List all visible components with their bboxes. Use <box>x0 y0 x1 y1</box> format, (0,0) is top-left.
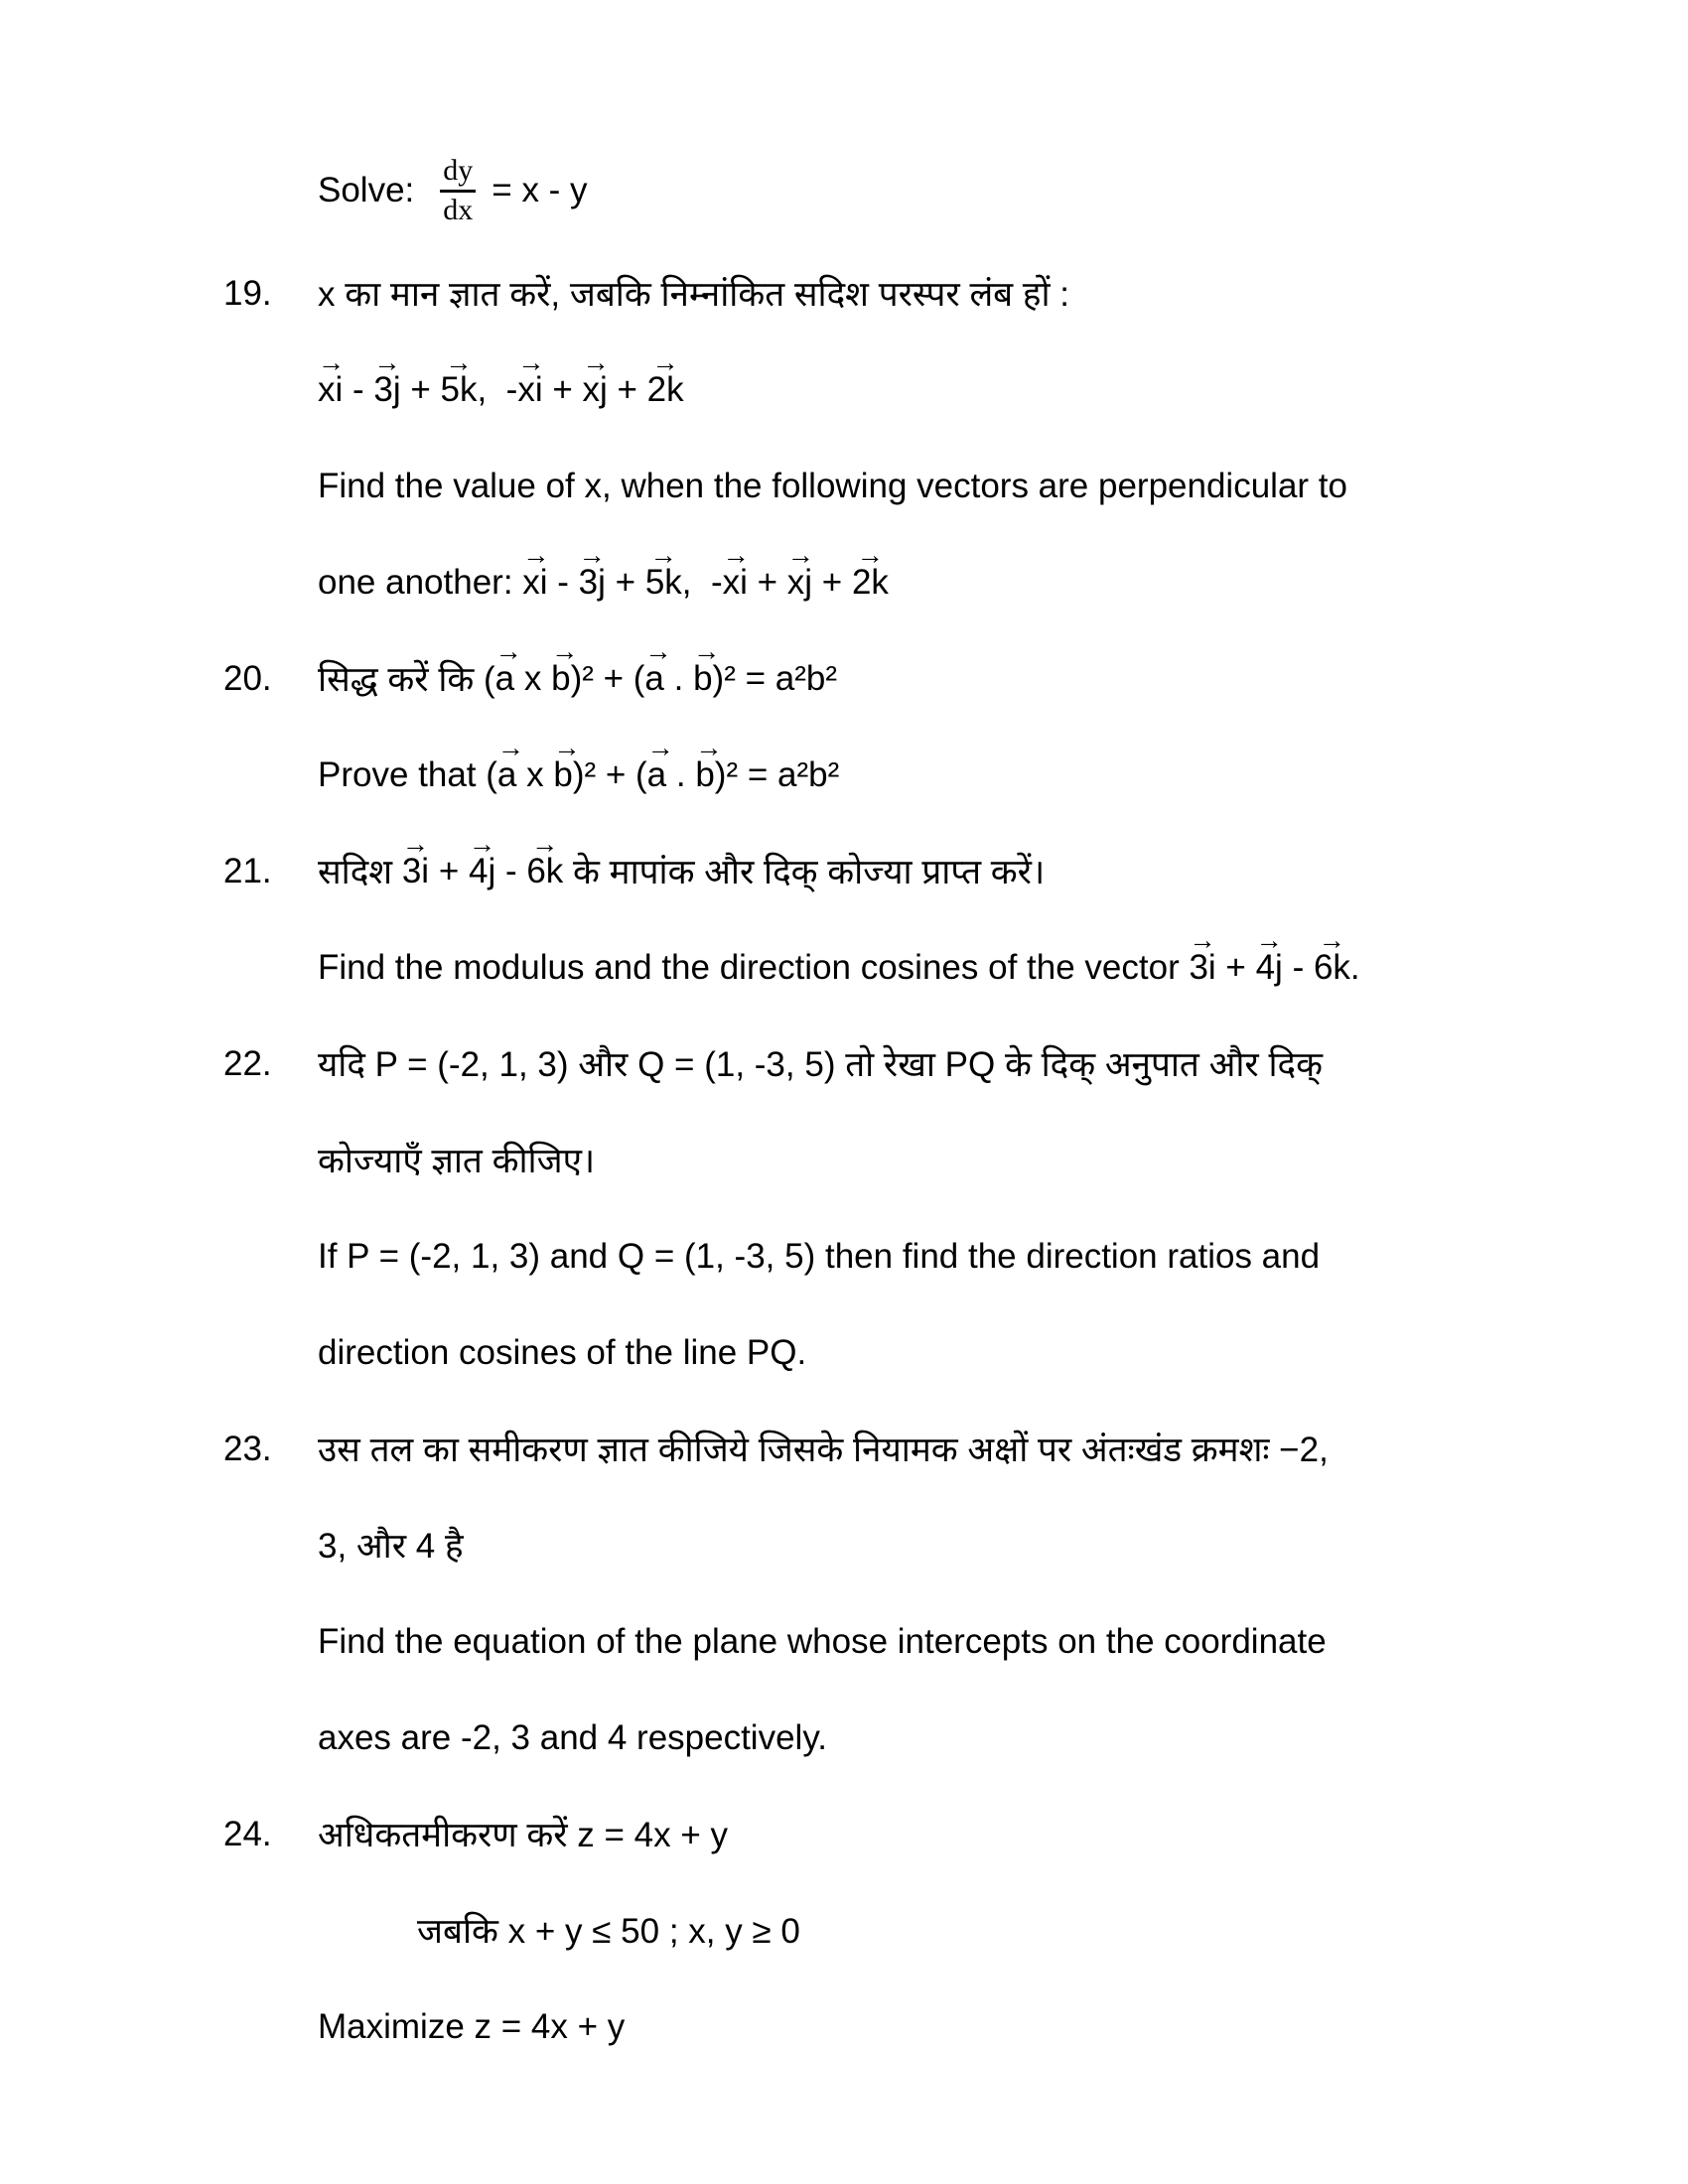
question-line: 3, और 4 है <box>318 1527 464 1566</box>
question-line: Find the equation of the plane whose intercepts on the coordinate <box>318 1621 1327 1661</box>
fraction-numerator: dy <box>440 154 476 193</box>
question-line: xi → - 3j → + 5k → , - xi → + xj → + 2k → <box>318 341 1633 438</box>
question-line: Maximize z = 4x + y <box>318 2006 626 2046</box>
vector-term: 6k → <box>526 852 563 891</box>
fraction-denominator: dx <box>443 193 474 226</box>
question-body <box>318 630 1633 823</box>
question-body <box>318 245 1633 630</box>
solve-equation: = x - y <box>492 171 588 209</box>
vector-term: 3j → <box>373 370 400 410</box>
question-line: अधिकतमीकरण करें z = 4x + y <box>318 1816 729 1854</box>
question-line: Prove that ( a → x b → )² + ( a → . b → )² = a²b² <box>318 727 1633 823</box>
question-block <box>223 1016 1633 1401</box>
solve-equation-row <box>223 136 1633 245</box>
question-block <box>223 630 1633 823</box>
question-block <box>223 1401 1633 1786</box>
question-number: 22. <box>223 1043 272 1083</box>
page-content <box>223 136 1633 2075</box>
question-body <box>318 1786 1633 2075</box>
vector-term: xj → <box>787 563 812 603</box>
vector-term: 4j → <box>469 852 495 891</box>
question-block <box>223 1786 1633 2075</box>
question-block <box>223 245 1633 630</box>
question-line: one another: xi → - 3j → + 5k → , - xi → + xj → + 2k → <box>318 534 1633 630</box>
question-line: कोज्याएँ ज्ञात कीजिए। <box>318 1142 596 1180</box>
vector-term: xj → <box>583 370 608 410</box>
question-line: सदिश 3i → + 4j → - 6k → के मापांक और दिक् कोज्या प्राप्त करें। <box>318 823 1633 919</box>
question-line: Find the modulus and the direction cosines of the vector 3i → + 4j → - 6k → . <box>318 919 1633 1016</box>
vector-term: 5k → <box>645 563 682 603</box>
vector-term: 2k → <box>852 563 889 603</box>
vector-term: 2k → <box>647 370 684 410</box>
question-block <box>223 823 1633 1016</box>
question-line: Find the value of x, when the following vectors are perpendicular to <box>318 466 1347 505</box>
question-number: 19. <box>223 273 272 313</box>
fraction-dy-dx <box>440 154 476 227</box>
vector-term: 5k → <box>441 370 478 410</box>
question-number: 23. <box>223 1429 272 1468</box>
question-line: If P = (-2, 1, 3) and Q = (1, -3, 5) then find the direction ratios and <box>318 1236 1321 1276</box>
vector-term: b → <box>693 659 712 699</box>
question-body <box>318 1401 1633 1786</box>
solve-label: Solve: <box>318 171 415 209</box>
vector-term: b → <box>553 755 572 795</box>
vector-term: xi → <box>517 370 542 410</box>
question-body <box>318 823 1633 1016</box>
question-line: उस तल का समीकरण ज्ञात कीजिये जिसके नियामक अक्षों पर अंतःखंड क्रमशः −2, <box>318 1431 1329 1469</box>
vector-term: xi → <box>318 370 343 410</box>
question-line: x का मान ज्ञात करें, जबकि निम्नांकित सदिश परस्पर लंब हों : <box>318 275 1069 314</box>
question-line: direction cosines of the line PQ. <box>318 1332 807 1372</box>
question-number: 24. <box>223 1814 272 1853</box>
question-line: जबकि x + y ≤ 50 ; x, y ≥ 0 <box>417 1912 800 1951</box>
vector-term: 3j → <box>579 563 606 603</box>
question-line: सिद्ध करें कि ( a → x b → )² + ( a → . b → )² = a²b² <box>318 630 1633 727</box>
vector-term: a → <box>644 659 663 699</box>
vector-term: a → <box>495 659 514 699</box>
questions-list <box>223 245 1633 2075</box>
vector-term: a → <box>497 755 516 795</box>
vector-term: b → <box>695 755 714 795</box>
vector-term: 3i → <box>1189 948 1215 988</box>
vector-term: b → <box>551 659 570 699</box>
vector-term: xi → <box>723 563 748 603</box>
vector-term: 3i → <box>402 852 429 891</box>
vector-term: 4j → <box>1256 948 1283 988</box>
question-number: 20. <box>223 658 272 698</box>
question-number: 21. <box>223 851 272 890</box>
question-line: axes are -2, 3 and 4 respectively. <box>318 1717 827 1757</box>
question-line: यदि P = (-2, 1, 3) और Q = (1, -3, 5) तो रेखा PQ के दिक् अनुपात और दिक् <box>318 1045 1323 1084</box>
vector-term: 6k → <box>1314 948 1350 988</box>
vector-term: xi → <box>522 563 547 603</box>
vector-term: a → <box>647 755 666 795</box>
question-body <box>318 1016 1633 1401</box>
